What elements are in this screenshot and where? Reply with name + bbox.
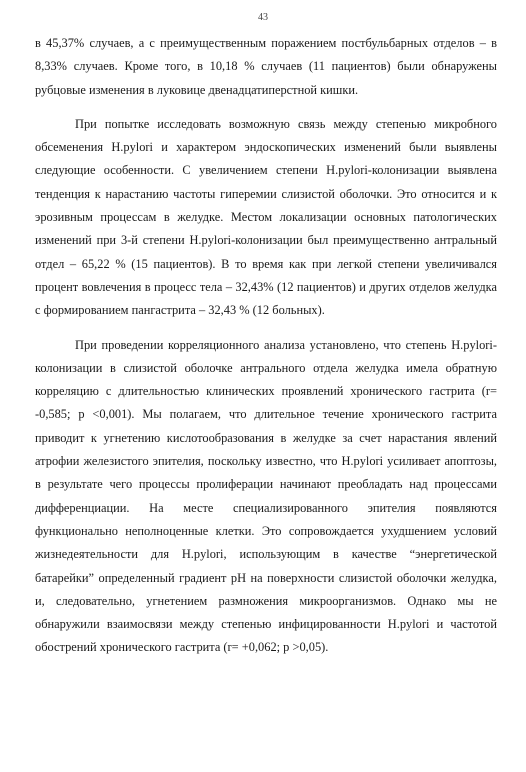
paragraph-1: в 45,37% случаев, а с преимущественным поражением постбульбарных отделов – в 8,33% случаев. Кроме того, в 10,18 % случаев (11 пациентов) были обнаружены рубцовые изменения в луковице двенадцатиперстной кишки. [35,36,497,97]
page-number: 43 [258,12,268,23]
paragraph-2: При попытке исследовать возможную связь между степенью микробного обсеменения H.pylori и характером эндоскопических изменений были выявлены следующие особенности. С увеличением степени H.pylori-колонизации выявлена тенденция к нарастанию частоты гиперемии слизистой оболочки. Это относится и к эрозивным процессам в желудке. Местом локализации основных патологических изменений при 3-й степени H.pylori-колонизации был преимущественно антральный отдел – 65,22 % (15 пациентов). В то время как при легкой степени увеличивался процент вовлечения в процесс тела – 32,43% (12 пациентов) и других отделов желудка с формированием пангастрита – 32,43 % (12 больных). [35,116,497,318]
paragraph-3: При проведении корреляционного анализа установлено, что степень H.pylori-колонизации в слизистой оболочке антрального отдела желудка имела обратную корреляцию с длительностью клинических проявлений хронического гастрита (r= -0,585; p <0,001). Мы полагаем, что длительное течение хронического гастрита приводит к угнетению кислотообразования в желудке за счет нарастания явлений атрофии железистого эпителия, поскольку известно, что H.pylori усиливает апоптозы, в результате чего процессы пролиферации начинают преобладать над процессами дифференциации. На месте специализированного эпителия появляются функционально неполноценные клетки. Это сопровождается ухудшением условий жизнедеятельности для H.pylori, использующим в качестве “энергетической батарейки” определенный градиент pH на поверхности слизистой оболочки желудка, и, следовательно, угнетением размножения микроорганизмов. Однако мы не обнаружили взаимосвязи между степенью инфицированности H.pylori и частотой обострений хронического гастрита (r= +0,062; p >0,05). [35,337,497,655]
body-text [35,32,497,660]
